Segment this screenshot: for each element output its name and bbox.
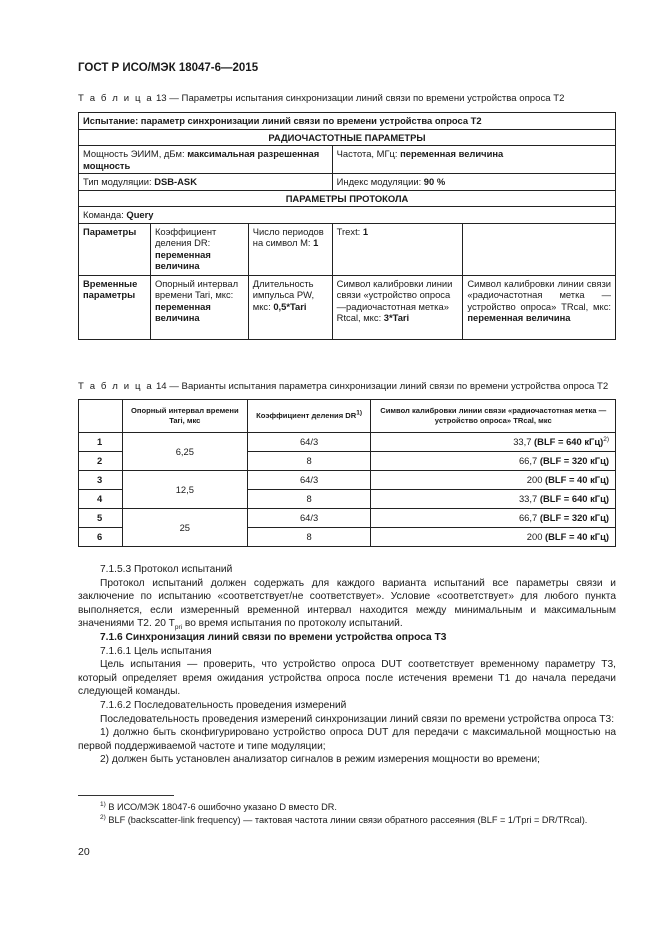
col-header-trcal: Символ калибровки линии связи «радиочастотная метка — устройство опроса» TRcal, мкс bbox=[371, 400, 616, 433]
command-cell bbox=[79, 207, 616, 224]
section-7153-heading: 7.1.5.3 Протокол испытаний bbox=[100, 564, 233, 575]
trext-value: 1 bbox=[362, 225, 369, 237]
pw-cell bbox=[248, 275, 332, 339]
m-cell bbox=[248, 223, 332, 275]
section-7161-heading: 7.1.6.1 Цель испытания bbox=[100, 645, 212, 657]
params-label: Параметры bbox=[79, 223, 151, 275]
frequency-label: Частота, МГц: bbox=[336, 148, 401, 159]
rtcal-label: Символ калибровки линии связи «устройство опроса—радиочастотная метка» Rtcal, мкс: bbox=[336, 277, 453, 323]
footnote-2: $^{2)}$ BLF (backscatter-link frequency) — тактовая частота линии связи обратного рассеяния (BLF = 1/Tpri = DR/TRcal). bbox=[100, 813, 588, 825]
trcal-value-cell: 33,7 (BLF = 640 кГц) bbox=[371, 490, 616, 509]
rtcal-value: 3*Tari bbox=[383, 312, 410, 323]
power-cell bbox=[79, 146, 333, 174]
col-header-tari: Опорный интервал времени Tari, мкс bbox=[122, 400, 247, 433]
dr-value-cell: 8 bbox=[247, 452, 371, 471]
table14 bbox=[78, 399, 616, 547]
rf-params-header: РАДИОЧАСТОТНЫЕ ПАРАМЕТРЫ bbox=[79, 129, 616, 146]
paragraph-test-purpose: Цель испытания — проверить, что устройство опроса DUT соответствует временному параметру T3, который определяет время ожидания устройства опроса после истечения времени T1 до начала передачи следующей команды. bbox=[78, 659, 616, 698]
row-number: 6 bbox=[79, 528, 123, 547]
modulation-cell bbox=[79, 174, 333, 191]
command-value: Query bbox=[126, 209, 154, 220]
body-text bbox=[78, 563, 616, 767]
list-item-2: 2) должен быть установлен анализатор сигналов в режим измерения мощности во времени; bbox=[100, 754, 540, 766]
table14-corner bbox=[79, 400, 123, 433]
dr-value: переменная величина bbox=[154, 248, 211, 271]
table14-caption bbox=[78, 381, 608, 392]
trcal-value-cell: 200 (BLF = 40 кГц) bbox=[371, 471, 616, 490]
mod-index-cell bbox=[332, 174, 615, 191]
tari-value-cell: 12,5 bbox=[122, 471, 247, 509]
dr-value-cell: 64/3 bbox=[247, 471, 371, 490]
table14-caption-text: 14 — Варианты испытания параметра синхронизации линий связи по времени устройства опроса T2 bbox=[153, 381, 609, 392]
footnote-divider bbox=[78, 795, 174, 796]
tari-label: Опорный интервал времени Tari, мкс: bbox=[154, 277, 239, 300]
table13-caption bbox=[78, 93, 564, 104]
command-label: Команда: bbox=[83, 209, 127, 220]
time-params-label: Временные параметры bbox=[79, 275, 151, 339]
rtcal-cell bbox=[332, 275, 463, 339]
pw-value: 0,5*Tari bbox=[273, 300, 307, 312]
row-number: 3 bbox=[79, 471, 123, 490]
page-number: 20 bbox=[78, 846, 90, 858]
table14-caption-prefix: Т а б л и ц а bbox=[78, 381, 154, 392]
col-header-dr-text: Коэффициент деления DR bbox=[256, 411, 357, 420]
table13-caption-prefix: Т а б л и ц а bbox=[78, 93, 154, 104]
empty-cell bbox=[463, 223, 616, 275]
list-item-1: 1) должно быть сконфигурировано устройство опроса DUT для передачи с максимальной мощностью на первой поддерживаемой частоте и типе модуляции; bbox=[78, 727, 616, 752]
modulation-label: Тип модуляции: bbox=[83, 176, 155, 187]
col-header-dr bbox=[247, 400, 371, 433]
paragraph-protocol: Протокол испытаний должен содержать для каждого варианта испытаний все параметры связи и заключение по испытанию «соответствует/не соответствует». Условие «соответствует» для любого пункта выполняется, если измеренный временной интервал находится между минимальным и максимальным значениями T2. 20 $T_{pri}$ во время испытания по протоколу испытаний. bbox=[78, 577, 616, 632]
frequency-value: переменная величина bbox=[400, 148, 504, 159]
trcal-value-cell: 66,7 (BLF = 320 кГц) bbox=[371, 452, 616, 471]
paragraph-sequence: Последовательность проведения измерений синхронизации линий связи по времени устройства опроса T3: bbox=[100, 713, 615, 725]
tari-value-cell: 25 bbox=[122, 509, 247, 547]
mod-index-value: 90 % bbox=[423, 176, 446, 187]
table13-caption-text: 13 — Параметры испытания синхронизации линий связи по времени устройства опроса T2 bbox=[153, 93, 565, 104]
dr-value-cell: 64/3 bbox=[247, 509, 371, 528]
modulation-value: DSB-ASK bbox=[154, 176, 197, 187]
footnotes bbox=[78, 801, 616, 826]
row-number: 4 bbox=[79, 490, 123, 509]
trext-cell bbox=[332, 223, 463, 275]
table13-title: Испытание: параметр синхронизации линий связи по времени устройства опроса Т2 bbox=[79, 113, 616, 130]
trcal-value: переменная величина bbox=[467, 312, 571, 323]
dr-cell bbox=[150, 223, 248, 275]
dr-label: Коэффициент деления DR: bbox=[154, 225, 217, 248]
mod-index-label: Индекс модуляции: bbox=[336, 176, 424, 187]
footnote-1: $^{1)}$ В ИСО/МЭК 18047-6 ошибочно указано D вместо DR. bbox=[100, 800, 337, 812]
row-number: 1 bbox=[79, 433, 123, 452]
tari-value: переменная величина bbox=[154, 300, 211, 323]
section-7162-heading: 7.1.6.2 Последовательность проведения измерений bbox=[100, 699, 347, 711]
tari-cell bbox=[150, 275, 248, 339]
col-header-dr-footnote: 1) bbox=[356, 409, 362, 417]
m-value: 1 bbox=[313, 237, 319, 248]
table-row bbox=[79, 471, 616, 490]
power-label: Мощность ЭИИМ, дБм: bbox=[83, 148, 188, 159]
frequency-cell bbox=[332, 146, 615, 174]
trcal-value-cell: 33,7 (BLF = 640 кГц)$^{2)}$ bbox=[371, 433, 616, 452]
trext-label: Trext: bbox=[336, 225, 363, 237]
table-row bbox=[79, 433, 616, 452]
document-header: ГОСТ Р ИСО/МЭК 18047-6—2015 bbox=[78, 62, 259, 74]
row-number: 2 bbox=[79, 452, 123, 471]
m-label: Число периодов на символ M: bbox=[252, 225, 324, 248]
pw-label: Длительность импульса PW, мкс: bbox=[252, 277, 315, 312]
section-716-heading: 7.1.6 Синхронизация линий связи по времени устройства опроса Т3 bbox=[100, 631, 447, 643]
table13 bbox=[78, 112, 616, 340]
trcal-value-cell: 66,7 (BLF = 320 кГц) bbox=[371, 509, 616, 528]
power-value: максимальная разрешенная мощность bbox=[83, 148, 320, 171]
tari-value-cell: 6,25 bbox=[122, 433, 247, 471]
dr-value-cell: 8 bbox=[247, 490, 371, 509]
row-number: 5 bbox=[79, 509, 123, 528]
table-row bbox=[79, 509, 616, 528]
trcal-cell bbox=[463, 275, 616, 339]
trcal-value-cell: 200 (BLF = 40 кГц) bbox=[371, 528, 616, 547]
dr-value-cell: 64/3 bbox=[247, 433, 371, 452]
protocol-params-header: ПАРАМЕТРЫ ПРОТОКОЛА bbox=[79, 190, 616, 207]
dr-value-cell: 8 bbox=[247, 528, 371, 547]
trcal-label: Символ калибровки линии связи «радиочастотная метка — устройство опроса» TRcal, мкс: bbox=[467, 277, 611, 312]
